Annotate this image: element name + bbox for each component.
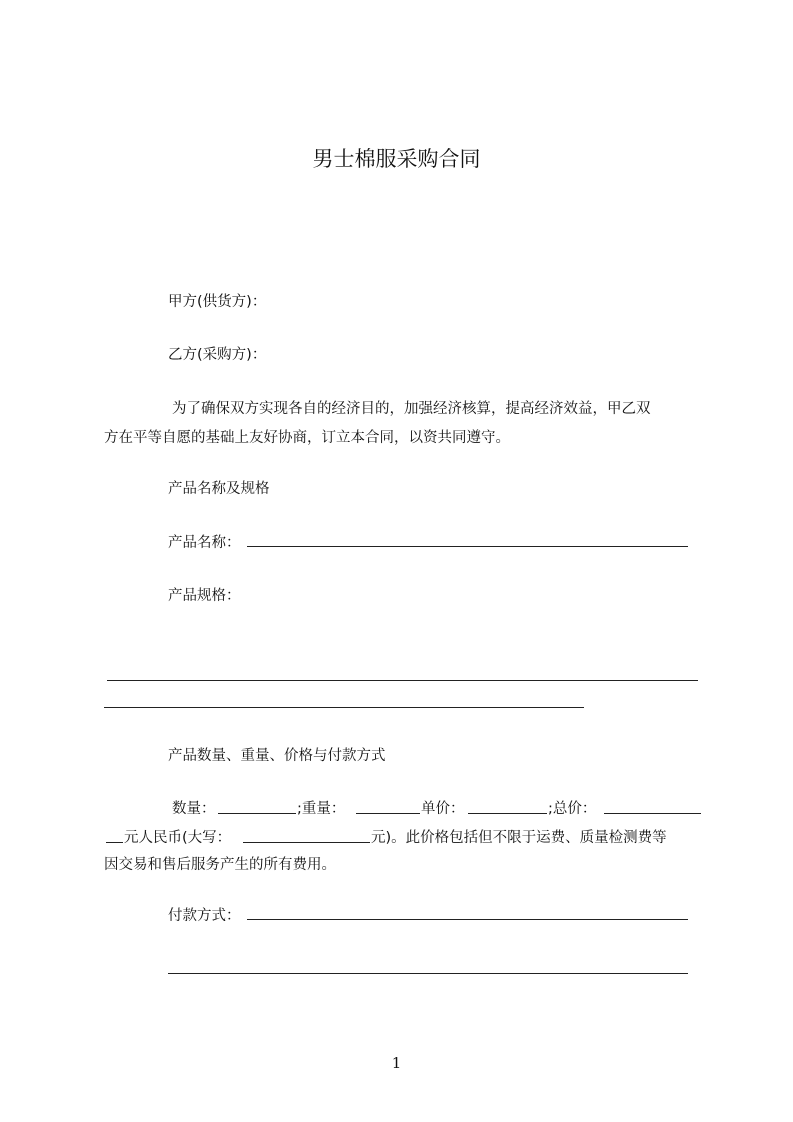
amount-in-words-blank[interactable] [243,842,370,843]
price-clause-line-3: 因交易和售后服务产生的所有费用。 [104,857,336,873]
intro-line-1: 为了确保双方实现各自的经济目的，加强经济核算，提高经济效益，甲乙双 [172,401,651,417]
unit-price-blank[interactable] [468,813,547,814]
section-heading-pricing: 产品数量、重量、价格与付款方式 [168,748,386,764]
price-clause: 元)。此价格包括但不限于运费、质量检测费等 [371,830,667,846]
weight-label: ;重量： [297,801,346,817]
total-blank[interactable] [604,813,701,814]
party-a-label: 甲方(供货方)： [168,294,267,310]
currency-text: 元人民币(大写： [124,830,232,846]
product-name-row [168,533,241,553]
product-name-label: 产品名称： [168,535,241,551]
page-number: 1 [391,1054,402,1072]
intro-line-2: 方在平等自愿的基础上友好协商，订立本合同，以资共同遵守。 [104,430,510,446]
payment-blank-1[interactable] [247,919,688,920]
weight-blank[interactable] [356,813,420,814]
unit-price-label: 单价： [421,801,465,817]
qty-label: 数量： [172,801,216,817]
payment-blank-2[interactable] [168,973,688,974]
section-heading-product: 产品名称及规格 [168,481,270,497]
total-label: ;总价： [548,801,597,817]
qty-blank[interactable] [218,813,296,814]
product-spec-blank-1[interactable] [107,680,698,681]
party-b-label: 乙方(采购方)： [168,347,267,363]
product-spec-blank-2[interactable] [104,707,584,708]
document-title: 男士棉服采购合同 [312,147,481,171]
product-spec-label: 产品规格： [168,588,241,604]
payment-label: 付款方式： [168,908,241,924]
product-name-blank[interactable] [247,546,688,547]
total-blank-cont[interactable] [106,842,123,843]
